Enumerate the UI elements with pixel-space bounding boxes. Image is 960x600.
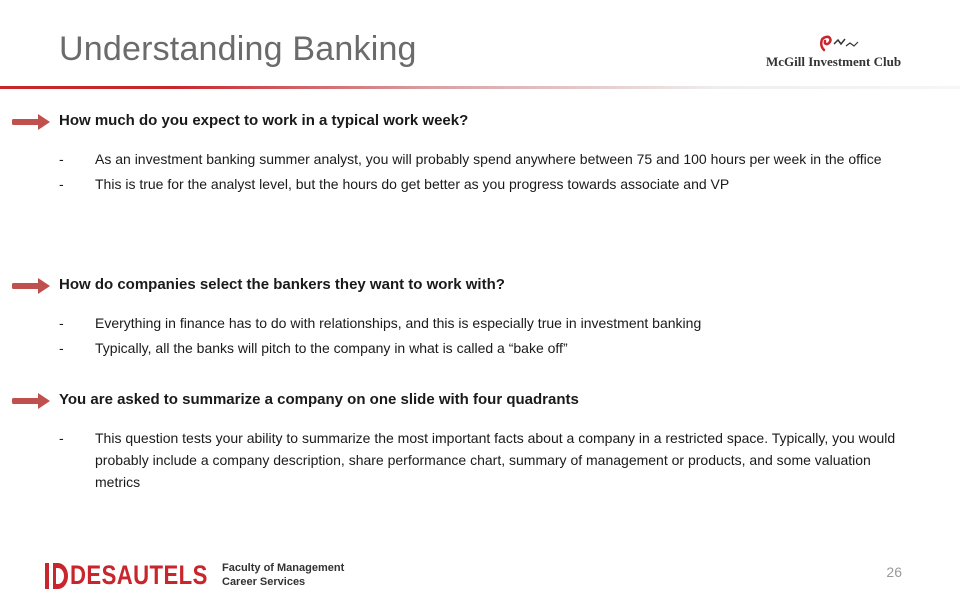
bullet-marker: - <box>59 151 64 167</box>
page-title: Understanding Banking <box>59 30 417 68</box>
bullet-list <box>59 427 919 496</box>
mcgill-club-logo-icon <box>818 34 862 54</box>
bullet-list <box>59 148 919 198</box>
list-item <box>59 173 919 195</box>
bullet-marker: - <box>59 340 64 356</box>
bullet-marker: - <box>59 176 64 192</box>
desautels-career-services-logo <box>44 557 374 593</box>
title-divider <box>0 86 960 89</box>
list-item <box>59 337 919 359</box>
bullet-list <box>59 312 919 362</box>
bullet-text: As an investment banking summer analyst, you will probably spend anywhere between 75 and 100 hours per week in the office <box>95 151 882 167</box>
list-item <box>59 148 919 170</box>
faculty-name: Faculty of Management <box>222 562 345 574</box>
department-name: Career Services <box>222 576 306 588</box>
question-heading: You are asked to summarize a company on one slide with four quadrants <box>59 391 579 408</box>
question-heading: How much do you expect to work in a typical work week? <box>59 112 469 129</box>
right-arrow-icon <box>12 114 50 130</box>
desautels-logo-icon <box>44 559 68 591</box>
bullet-text: Typically, all the banks will pitch to the company in what is called a “bake off” <box>95 340 568 356</box>
bullet-marker: - <box>59 315 64 331</box>
list-item <box>59 312 919 334</box>
bullet-text: This is true for the analyst level, but the hours do get better as you progress towards associate and VP <box>95 176 730 192</box>
brand-name: DESAUTELS <box>70 560 208 590</box>
club-logo-text: McGill Investment Club <box>766 54 902 69</box>
page-number: 26 <box>886 564 902 580</box>
bullet-text: This question tests your ability to summarize the most important facts about a company in a restricted space. Typically, you would probably include a company description, share performance chart, summary of management or products, and some valuation metrics <box>95 430 896 490</box>
question-heading: How do companies select the bankers they want to work with? <box>59 276 505 293</box>
bullet-text: Everything in finance has to do with relationships, and this is especially true in investment banking <box>95 315 702 331</box>
right-arrow-icon <box>12 393 50 409</box>
list-item <box>59 427 919 493</box>
bullet-marker: - <box>59 430 64 446</box>
mcgill-investment-club-logo <box>766 36 916 72</box>
right-arrow-icon <box>12 278 50 294</box>
